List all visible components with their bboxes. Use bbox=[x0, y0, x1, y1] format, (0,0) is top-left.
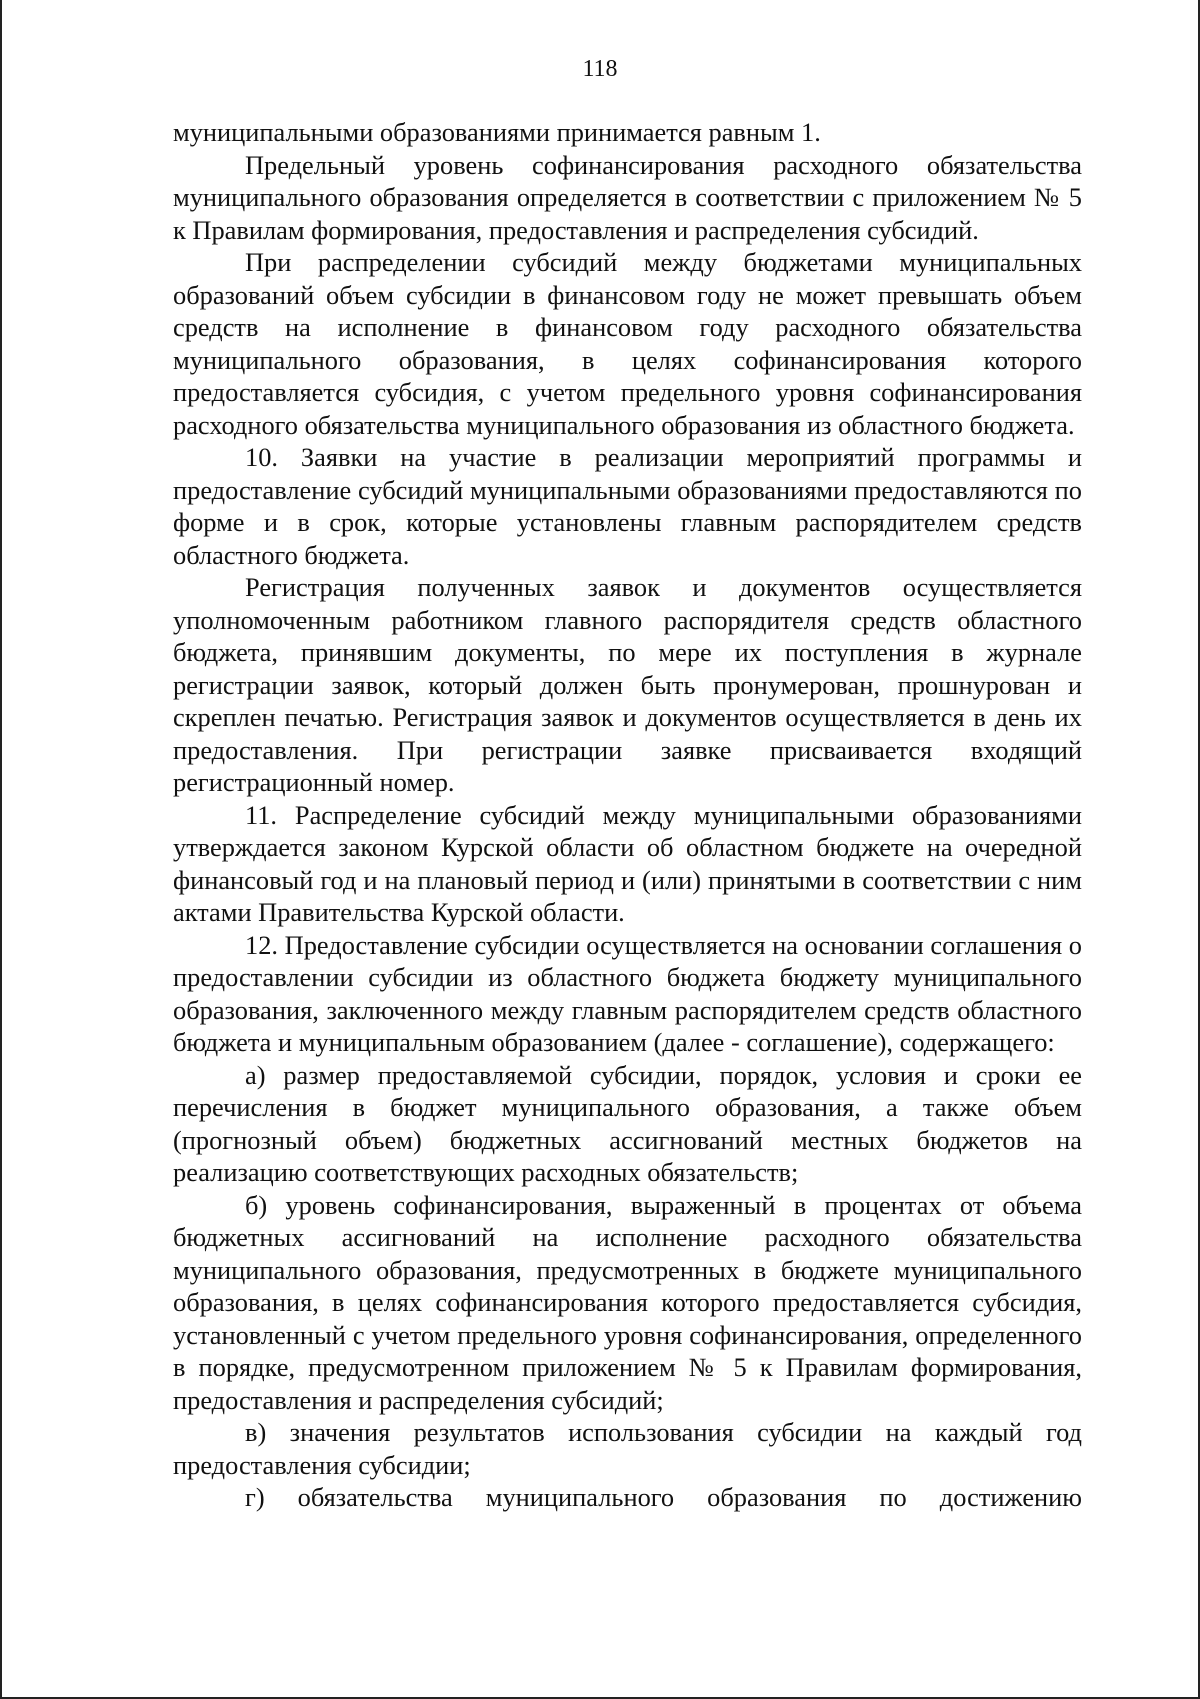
paragraph: г) обязательства муниципального образования по достижению bbox=[245, 1482, 1082, 1512]
paragraph: в) значения результатов использования субсидии на каждый год предоставления субсидии; bbox=[173, 1417, 1082, 1480]
paragraph: муниципальными образованиями принимается равным 1. bbox=[173, 117, 821, 147]
paragraph: Предельный уровень софинансирования расходного обязательства муниципального образования определяется в соответствии с приложением № 5 к Правилам формирования, предоставления и распределения субсидий. bbox=[173, 149, 1082, 245]
page-border-left bbox=[0, 0, 2, 1699]
paragraph: б) уровень софинансирования, выраженный в процентах от объема бюджетных ассигнований на исполнение расходного обязательства муниципального образования, предусмотренных в бюджете муниципального образования, в целях софинансирования которого предоставляется субсидия, установленный с учетом предельного уровня софинансирования, определенного в порядке, предусмотренном приложением № 5 к Правилам формирования, предоставления и распределения субсидий; bbox=[173, 1189, 1082, 1415]
paragraph: а) размер предоставляемой субсидии, порядок, условия и сроки ее перечисления в бюджет муниципального образования, а также объем (прогнозный объем) бюджетных ассигнований местных бюджетов на реализацию соответствующих расходных обязательств; bbox=[173, 1059, 1082, 1187]
paragraph: Регистрация полученных заявок и документов осуществляется уполномоченным работником главного распорядителя средств областного бюджета, принявшим документы, по мере их поступления в журнале регистрации заявок, который должен быть пронумерован, прошнурован и скреплен печатью. Регистрация заявок и документов осуществляется в день их предоставления. При регистрации заявке присваивается входящий регистрационный номер. bbox=[173, 572, 1082, 797]
document-body bbox=[173, 116, 1082, 1514]
paragraph: 12. Предоставление субсидии осуществляется на основании соглашения о предоставлении субсидии из областного бюджета бюджету муниципального образования, заключенного между главным распорядителем средств областного бюджета и муниципальным образованием (далее - соглашение), содержащего: bbox=[173, 929, 1082, 1057]
paragraph: 10. Заявки на участие в реализации мероприятий программы и предоставление субсидий муниципальными образованиями предоставляются по форме и в срок, которые установлены главным распорядителем средств областного бюджета. bbox=[173, 442, 1082, 570]
page-number: 118 bbox=[582, 56, 618, 82]
paragraph: 11. Распределение субсидий между муниципальными образованиями утверждается законом Курской области об областном бюджете на очередной финансовый год и на плановый период и (или) принятыми в соответствии с ним актами Правительства Курской области. bbox=[173, 799, 1082, 927]
paragraph: При распределении субсидий между бюджетами муниципальных образований объем субсидии в финансовом году не может превышать объем средств на исполнение в финансовом году расходного обязательства муниципального образования, в целях софинансирования которого предоставляется субсидия, с учетом предельного уровня софинансирования расходного обязательства муниципального образования из областного бюджета. bbox=[173, 247, 1082, 440]
